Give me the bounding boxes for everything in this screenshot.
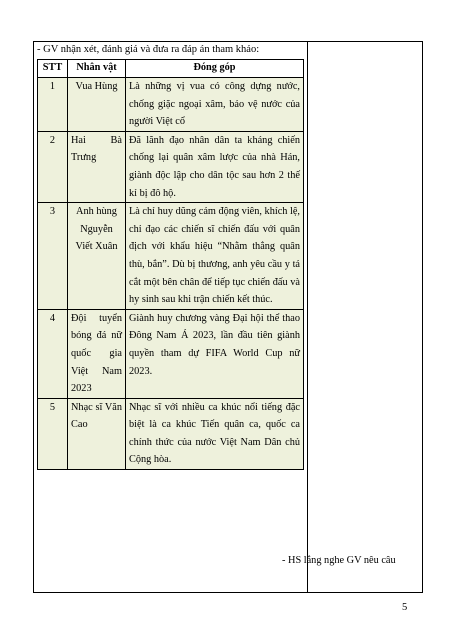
row-stt: 4 [38, 309, 68, 398]
header-stt: STT [38, 60, 68, 78]
row-stt: 1 [38, 78, 68, 132]
row-character: Hai Bà Trưng [68, 131, 126, 202]
header-character: Nhân vật [68, 60, 126, 78]
row-contribution: Là những vị vua có công dựng nước, chống giặc ngoại xâm, bảo vệ nước của người Việt cổ [126, 78, 304, 132]
lesson-table-frame [33, 41, 423, 593]
row-contribution: Đã lãnh đạo nhân dân ta kháng chiến chống lại quân xâm lược của nhà Hán, giành độc lập cho dân tộc sau hơn 2 thế kỉ bị đô hộ. [126, 131, 304, 202]
table-row [38, 203, 304, 310]
row-contribution: Nhạc sĩ với nhiều ca khúc nổi tiếng đặc biệt là ca khúc Tiến quân ca, quốc ca chính thức của nước Việt Nam Dân chủ Cộng hòa. [126, 398, 304, 469]
row-contribution: Là chỉ huy dũng cảm động viên, khích lệ, chỉ đạo các chiến sĩ chiến đấu với quân địch với khẩu hiệu “Nhằm thẳng quân thù, bắn”. Dù bị thương, anh yêu cầu y tá cắt một bên chân để tiếp tục chiến đấu và hy sinh sau khi trận chiến kết thúc. [126, 203, 304, 310]
row-stt: 5 [38, 398, 68, 469]
table-row [38, 131, 304, 202]
row-character: Đội tuyển bóng đá nữ quốc gia Việt Nam 2023 [68, 309, 126, 398]
page-number: 5 [402, 602, 408, 613]
table-row [38, 78, 304, 132]
contribution-table [37, 59, 304, 470]
student-activity-note: - HS lắng nghe GV nêu câu [282, 555, 396, 566]
row-character: Vua Hùng [68, 78, 126, 132]
row-contribution: Giành huy chương vàng Đại hội thể thao Đông Nam Á 2023, lần đầu tiên giành quyền tham dự FIFA World Cup nữ 2023. [126, 309, 304, 398]
row-character: Nhạc sĩ Văn Cao [68, 398, 126, 469]
table-row [38, 309, 304, 398]
row-stt: 3 [38, 203, 68, 310]
row-stt: 2 [38, 131, 68, 202]
table-header-row [38, 60, 304, 78]
row-character: Anh hùng Nguyễn Viết Xuân [68, 203, 126, 310]
table-row [38, 398, 304, 469]
teacher-intro-text: - GV nhận xét, đánh giá và đưa ra đáp án tham khảo: [37, 44, 260, 55]
header-contribution: Đóng góp [126, 60, 304, 78]
column-divider [307, 42, 308, 592]
